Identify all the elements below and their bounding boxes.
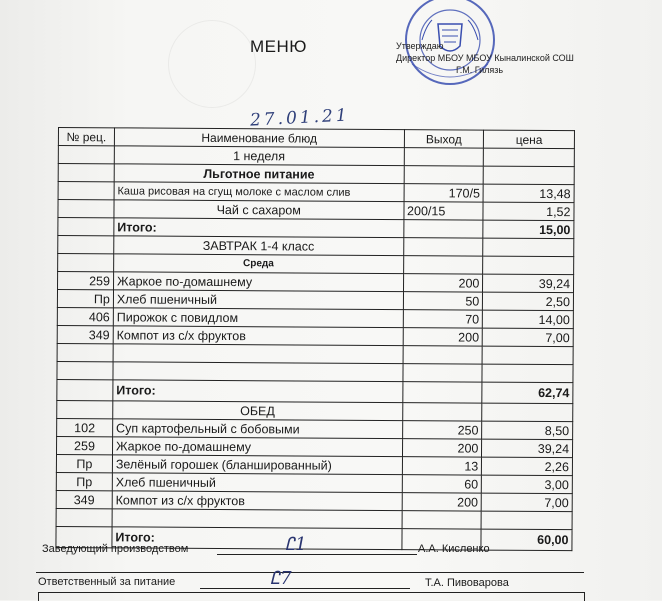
approval-line-2: Директор МБОУ МБОУ Кыналинской СОШ	[396, 53, 574, 63]
dish-name: Компот из с/х фруктов	[113, 326, 403, 346]
responsible-signature: Ꮭ7	[270, 568, 292, 589]
dish-yield: 200	[403, 328, 483, 346]
dish-yield: 60	[402, 475, 482, 493]
breakfast-label: ЗАВТРАК 1-4 класс	[114, 236, 404, 256]
dish-yield: 200	[402, 493, 482, 511]
responsible-signature-line	[200, 588, 410, 589]
approval-line-3: Г.М. Гилязь	[456, 65, 504, 75]
manager-signature-line	[217, 554, 417, 555]
total-value: 62,74	[482, 382, 573, 404]
dish-price: 39,24	[482, 439, 573, 458]
lunch-label: ОБЕД	[113, 401, 403, 421]
recipe-number: 259	[56, 436, 112, 454]
separator-line	[36, 572, 584, 573]
dish-name: Пирожок с повидлом	[113, 308, 403, 328]
dish-name: Каша рисовая на сгущ молоке с маслом слив	[114, 182, 404, 202]
total-label: Итого:	[114, 218, 404, 238]
menu-table	[55, 127, 575, 551]
dish-name: Зелёный горошек (бланшированный)	[112, 455, 402, 475]
dish-price: 1,52	[483, 202, 574, 221]
recipe-number: 102	[57, 418, 113, 436]
col-header-dish: Наименование блюд	[114, 128, 404, 148]
approval-line-1: Утверждаю	[396, 41, 444, 51]
dish-name: Жаркое по-домашнему	[113, 272, 403, 292]
total-value: 15,00	[483, 220, 574, 239]
manager-signature: Ꮭ1	[285, 534, 307, 555]
dish-yield: 170/5	[404, 184, 484, 202]
manager-name: А.А. Кисленко	[418, 543, 490, 555]
page-title: МЕНЮ	[250, 37, 307, 56]
dish-name: Суп картофельный с бобовыми	[113, 419, 403, 439]
recipe-number: 259	[58, 272, 114, 290]
recipe-number: 349	[56, 490, 112, 508]
dish-name: Чай с сахаром	[114, 200, 404, 220]
day-label: Среда	[114, 254, 404, 274]
dish-price: 7,00	[481, 493, 572, 512]
dish-yield: 200/15	[404, 202, 484, 220]
col-header-yield: Выход	[404, 130, 484, 148]
dish-yield: 200	[403, 274, 483, 292]
recipe-number: 349	[57, 325, 113, 343]
handwritten-date: 27.01.21	[249, 105, 351, 131]
total-value: 60,00	[481, 529, 572, 551]
week-label: 1 неделя	[114, 146, 404, 166]
dish-yield: 50	[403, 292, 483, 310]
dish-yield: 200	[402, 439, 482, 457]
faint-stamp-impression	[168, 20, 256, 108]
dish-name: Хлеб пшеничный	[113, 290, 403, 310]
col-header-price: цена	[484, 130, 575, 149]
dish-name: Жаркое по-домашнему	[112, 437, 402, 457]
recipe-number: Пр	[57, 290, 113, 308]
recipe-number: 406	[57, 307, 113, 325]
responsible-name: Т.А. Пивоварова	[425, 577, 509, 589]
manager-label: Заведующий производством	[42, 543, 189, 555]
recipe-number: Пр	[56, 472, 112, 490]
benefit-label: Льготное питание	[114, 164, 404, 184]
dish-price: 2,50	[483, 292, 574, 311]
dish-name: Хлеб пшеничный	[112, 473, 402, 493]
approval-block	[396, 40, 574, 76]
dish-price: 13,48	[483, 184, 574, 203]
recipe-number: Пр	[56, 454, 112, 472]
responsible-label: Ответственный за питание	[38, 576, 176, 588]
dish-price: 14,00	[483, 310, 574, 329]
col-header-recipe: № рец.	[58, 128, 114, 146]
dish-price: 7,00	[482, 328, 573, 347]
dish-yield: 70	[403, 310, 483, 328]
total-label: Итого:	[112, 527, 402, 550]
dish-name: Компот из с/х фруктов	[112, 491, 402, 511]
dish-price: 39,24	[483, 274, 574, 293]
dish-yield: 250	[402, 421, 482, 439]
dish-price: 8,50	[482, 421, 573, 440]
total-label: Итого:	[113, 380, 403, 403]
dish-yield: 13	[402, 457, 482, 475]
dish-price: 2,26	[482, 457, 573, 476]
dish-price: 3,00	[482, 475, 573, 494]
